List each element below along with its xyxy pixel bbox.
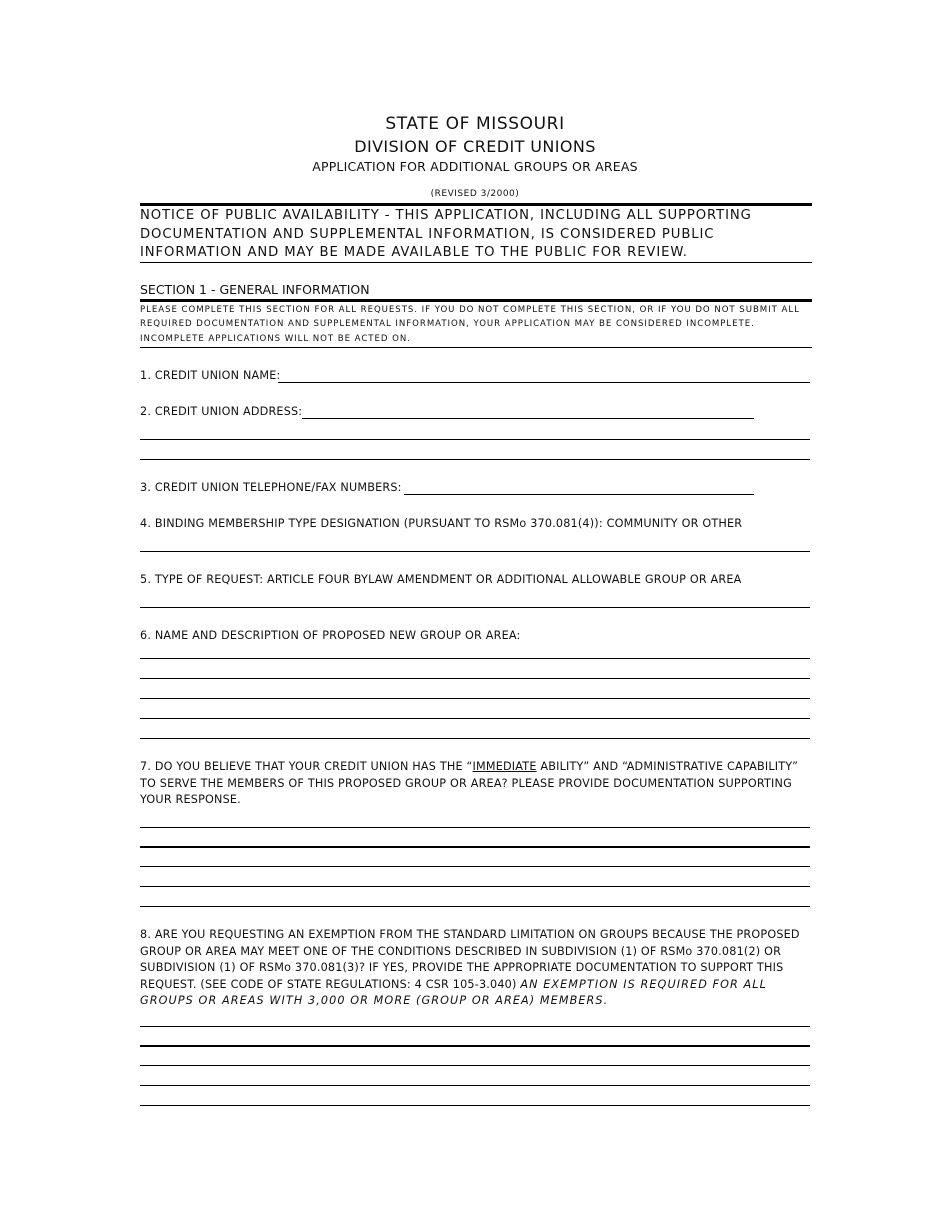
exemption-answer-line-5[interactable] bbox=[140, 1105, 810, 1106]
question-7-label bbox=[140, 759, 812, 809]
question-2-label: 2. CREDIT UNION ADDRESS: bbox=[140, 405, 303, 418]
capability-answer-line-1[interactable] bbox=[140, 827, 810, 828]
capability-answer-line-3[interactable] bbox=[140, 866, 810, 867]
exemption-answer-line-3[interactable] bbox=[140, 1065, 810, 1066]
group-description-line-1[interactable] bbox=[140, 658, 810, 659]
revised-date: (REVISED 3/2000) bbox=[430, 189, 520, 199]
credit-union-name-field[interactable] bbox=[278, 382, 810, 383]
section-1-title: SECTION 1 - GENERAL INFORMATION bbox=[140, 282, 370, 297]
capability-answer-line-4[interactable] bbox=[140, 886, 810, 887]
division-title: DIVISION OF CREDIT UNIONS bbox=[354, 137, 596, 156]
group-description-line-2[interactable] bbox=[140, 678, 810, 679]
credit-union-address-field-2[interactable] bbox=[140, 439, 810, 440]
telephone-fax-field[interactable] bbox=[404, 494, 754, 495]
capability-answer-line-2[interactable] bbox=[140, 846, 810, 848]
section-1-top-rule bbox=[140, 299, 812, 302]
request-type-field[interactable] bbox=[140, 607, 810, 608]
question-8-label bbox=[140, 927, 812, 1010]
question-8-italic-note: AN EXEMPTION IS REQUIRED FOR ALL GROUPS OR AREAS WITH 3,000 OR MORE (GROUP OR AREA) MEMBERS. bbox=[140, 977, 767, 1007]
group-description-line-5[interactable] bbox=[140, 738, 810, 739]
public-availability-notice: NOTICE OF PUBLIC AVAILABILITY - THIS APPLICATION, INCLUDING ALL SUPPORTING DOCUMENTATION AND SUPPLEMENTAL INFORMATION, IS CONSIDERED PUBLIC INFORMATION AND MAY BE MADE AVAILABLE TO THE PUBLIC FOR REVIEW. bbox=[140, 208, 752, 260]
group-description-line-3[interactable] bbox=[140, 698, 810, 699]
form-title: APPLICATION FOR ADDITIONAL GROUPS OR AREAS bbox=[312, 159, 638, 174]
question-4-label: 4. BINDING MEMBERSHIP TYPE DESIGNATION (PURSUANT TO RSMo 370.081(4)): COMMUNITY OR OTHER bbox=[140, 517, 743, 530]
question-7-underlined-word: IMMEDIATE bbox=[472, 760, 537, 773]
group-description-line-4[interactable] bbox=[140, 718, 810, 719]
question-1-label: 1. CREDIT UNION NAME: bbox=[140, 369, 281, 382]
membership-type-field[interactable] bbox=[140, 551, 810, 552]
section-1-bottom-rule bbox=[140, 347, 812, 348]
credit-union-address-field-3[interactable] bbox=[140, 459, 810, 460]
capability-answer-line-5[interactable] bbox=[140, 906, 810, 907]
question-5-label: 5. TYPE OF REQUEST: ARTICLE FOUR BYLAW AMENDMENT OR ADDITIONAL ALLOWABLE GROUP OR AREA bbox=[140, 573, 742, 586]
notice-top-rule bbox=[140, 203, 812, 206]
state-title: STATE OF MISSOURI bbox=[385, 114, 565, 134]
question-7-text-start: 7. DO YOU BELIEVE THAT YOUR CREDIT UNION HAS THE “ bbox=[140, 760, 473, 773]
question-6-label: 6. NAME AND DESCRIPTION OF PROPOSED NEW GROUP OR AREA: bbox=[140, 629, 521, 642]
question-8-text: 8. ARE YOU REQUESTING AN EXEMPTION FROM THE STANDARD LIMITATION ON GROUPS BECAUSE THE PROPOSED GROUP OR AREA MAY MEET ONE OF THE CONDITIONS DESCRIBED IN SUBDIVISION (1) OF RSMo 370.081(2) OR SUBDIVISION (1) OF RSMo 370.081(3)? IF YES, PROVIDE THE APPROPRIATE DOCUMENTATION TO SUPPORT THIS REQUEST. (SEE CODE OF STATE REGULATIONS: 4 CSR 105-3.040) bbox=[140, 928, 800, 991]
section-1-instructions: PLEASE COMPLETE THIS SECTION FOR ALL REQUESTS. IF YOU DO NOT COMPLETE THIS SECTION, OR IF YOU DO NOT SUBMIT ALL REQUIRED DOCUMENTATION AND SUPPLEMENTAL INFORMATION, YOUR APPLICATION MAY BE CONSIDERED INCOMPLETE. INCOMPLETE APPLICATIONS WILL NOT BE ACTED ON. bbox=[140, 305, 800, 344]
exemption-answer-line-4[interactable] bbox=[140, 1085, 810, 1086]
exemption-answer-line-1[interactable] bbox=[140, 1026, 810, 1027]
credit-union-address-field-1[interactable] bbox=[302, 418, 754, 419]
notice-bottom-rule bbox=[140, 262, 812, 263]
question-7-text-end: ABILITY” AND “ADMINISTRATIVE CAPABILITY” TO SERVE THE MEMBERS OF THIS PROPOSED GROUP OR AREA? PLEASE PROVIDE DOCUMENTATION SUPPORTING YOUR RESPONSE. bbox=[140, 760, 799, 806]
exemption-answer-line-2[interactable] bbox=[140, 1045, 810, 1047]
question-3-label: 3. CREDIT UNION TELEPHONE/FAX NUMBERS: bbox=[140, 481, 402, 494]
